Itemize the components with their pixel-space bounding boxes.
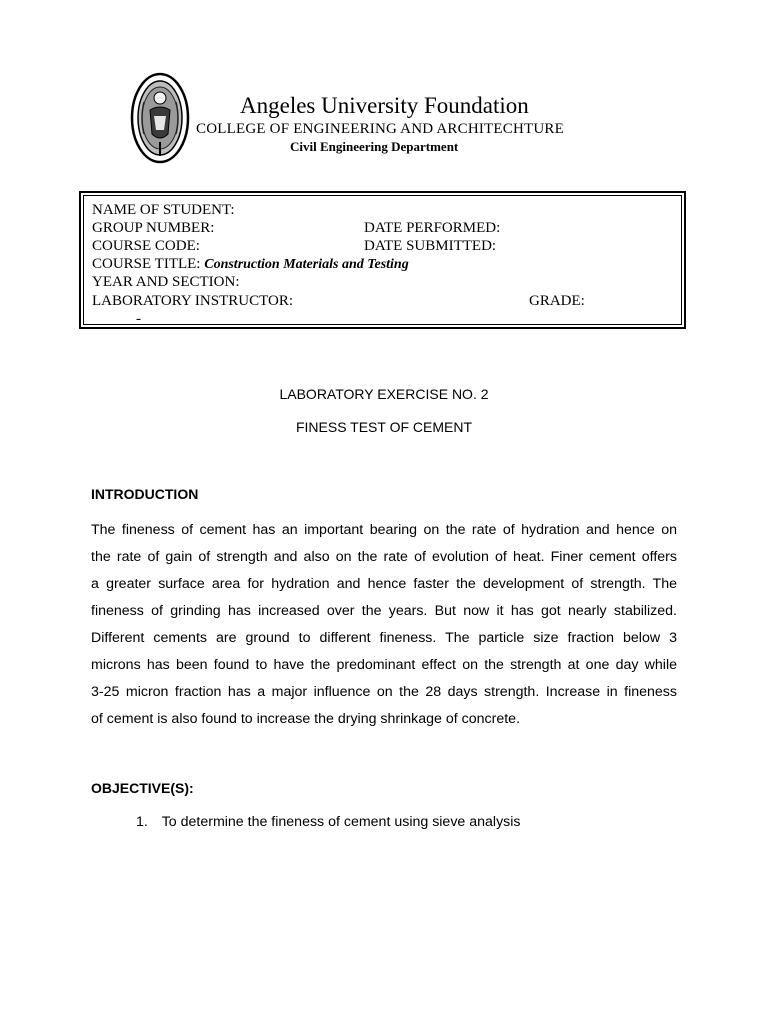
name-of-student-label: NAME OF STUDENT: [92, 202, 235, 218]
objective-number: 1. [136, 814, 148, 830]
college-name: COLLEGE OF ENGINEERING AND ARCHITECHTURE [196, 121, 564, 137]
date-performed-label: DATE PERFORMED: [364, 220, 501, 236]
course-title-row [92, 255, 409, 274]
objectives-heading: OBJECTIVE(S): [91, 780, 194, 796]
course-title-label: COURSE TITLE: [92, 256, 201, 272]
university-seal-logo [130, 72, 190, 164]
university-name: Angeles University Foundation [240, 93, 529, 118]
objective-item [136, 813, 521, 831]
introduction-line: a greater surface area for hydration and hence faster the development of strength. The [91, 576, 677, 592]
objective-text: To determine the fineness of cement using sieve analysis [161, 814, 521, 830]
introduction-paragraph [91, 517, 677, 733]
introduction-line: 3-25 micron fraction has a major influence on the 28 days strength. Increase in fineness [91, 684, 677, 700]
course-title-value: Construction Materials and Testing [204, 257, 409, 272]
group-number-label: GROUP NUMBER: [92, 220, 215, 236]
grade-label: GRADE: [529, 293, 585, 309]
student-info-inner-border [83, 195, 682, 325]
introduction-line: microns has been found to have the predominant effect on the strength at one day while [91, 657, 677, 673]
introduction-heading: INTRODUCTION [91, 486, 199, 502]
student-info-box [79, 191, 686, 329]
introduction-line: The fineness of cement has an important bearing on the rate of hydration and hence on [91, 522, 677, 538]
laboratory-instructor-label: LABORATORY INSTRUCTOR: [92, 293, 294, 309]
introduction-line: Different cements are ground to different fineness. The particle size fraction below 3 [91, 630, 677, 646]
introduction-line: fineness of grinding has increased over the years. But now it has got nearly stabilized. [91, 603, 677, 619]
test-title: FINESS TEST OF CEMENT [295, 419, 473, 435]
course-code-label: COURSE CODE: [92, 238, 200, 254]
exercise-title: LABORATORY EXERCISE NO. 2 [279, 386, 489, 402]
introduction-line: the rate of gain of strength and also on the rate of evolution of heat. Finer cement offers [91, 549, 677, 565]
department-name: Civil Engineering Department [290, 139, 459, 154]
introduction-line: of cement is also found to increase the drying shrinkage of concrete. [91, 711, 521, 727]
date-submitted-label: DATE SUBMITTED: [364, 238, 497, 254]
stray-mark: - [136, 311, 141, 327]
year-and-section-label: YEAR AND SECTION: [92, 274, 240, 290]
